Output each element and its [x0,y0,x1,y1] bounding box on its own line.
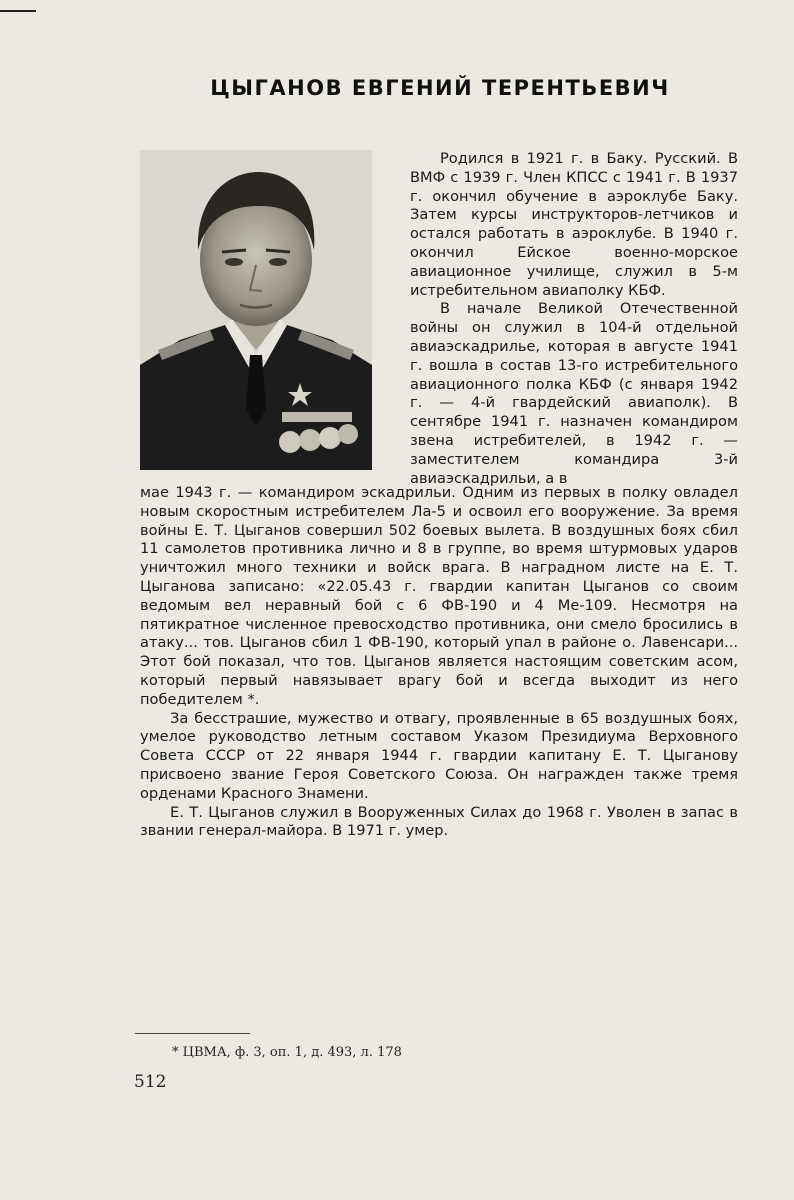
bio-paragraph-1: Родился в 1921 г. в Баку. Русский. В ВМФ с 1939 г. Член КПСС с 1941 г. В 1937 г. окончил обучение в аэроклубе Баку. Затем курсы инструкторов-летчиков и остался работать в аэроклубе. В 1940 г. окончил Ейское военно-морское авиационное училище, служил в 5-м истребительном авиаполку КБФ. [410,150,738,299]
bio-paragraph-2-cont: мае 1943 г. — командиром эскадрильи. Одним из первых в полку овладел новым скоростным истребителем Ла-5 и освоил его вооружение. За время войны Е. Т. Цыганов совершил 502 боевых вылета. В воздушных боях сбил 11 самолетов противника лично и 8 в группе, во время штурмовых ударов уничтожил много техники и войск врага. В наградном листе на Е. Т. Цыганова записано: «22.05.43 г. гвардии капитан Цыганов со своим ведомым вел неравный бой с 6 ФВ-190 и 4 Ме-109. Несмотря на пятикратное численное превосходство противника, они смело бросились в атаку... тов. Цыганов сбил 1 ФВ-190, который упал в районе о. Лавенсари... Этот бой показал, что тов. Цыганов является настоящим советским асом, который первый навязывает врагу бой и всегда выходит из него победителем *. [140,484,738,708]
footnote: * ЦВМА, ф. 3, оп. 1, д. 493, л. 178 [172,1045,402,1060]
bio-paragraph-2-start: В начале Великой Отечественной войны он служил в 104-й отдельной авиаэскадрилье, которая в августе 1941 г. вошла в состав 13-го истребительного авиационного полка КБФ (с января 1942 г. — 4-й гвардейский авиаполк). В сентябре 1941 г. назначен командиром звена истребителей, в 1942 г. — заместителем командира 3-й авиаэскадрильи, а в [410,300,738,487]
bio-paragraph-3: За бесстрашие, мужество и отвагу, проявленные в 65 воздушных боях, умелое руководство летным составом Указом Президиума Верховного Совета СССР от 22 января 1944 г. гвардии капитану Е. Т. Цыганову присвоено звание Героя Советского Союза. Он награжден также тремя орденами Красного Знамени. [140,709,738,802]
portrait-photo [140,150,372,470]
footnote-rule [135,1033,250,1034]
corner-mark [0,10,36,12]
bio-full-column [140,484,738,841]
page-title: ЦЫГАНОВ ЕВГЕНИЙ ТЕРЕНТЬЕВИЧ [210,76,670,100]
bio-top-column [410,150,738,488]
page-number: 512 [134,1072,167,1092]
bio-paragraph-4: Е. Т. Цыганов служил в Вооруженных Силах до 1968 г. Уволен в запас в звании генерал-майора. В 1971 г. умер. [140,803,738,840]
